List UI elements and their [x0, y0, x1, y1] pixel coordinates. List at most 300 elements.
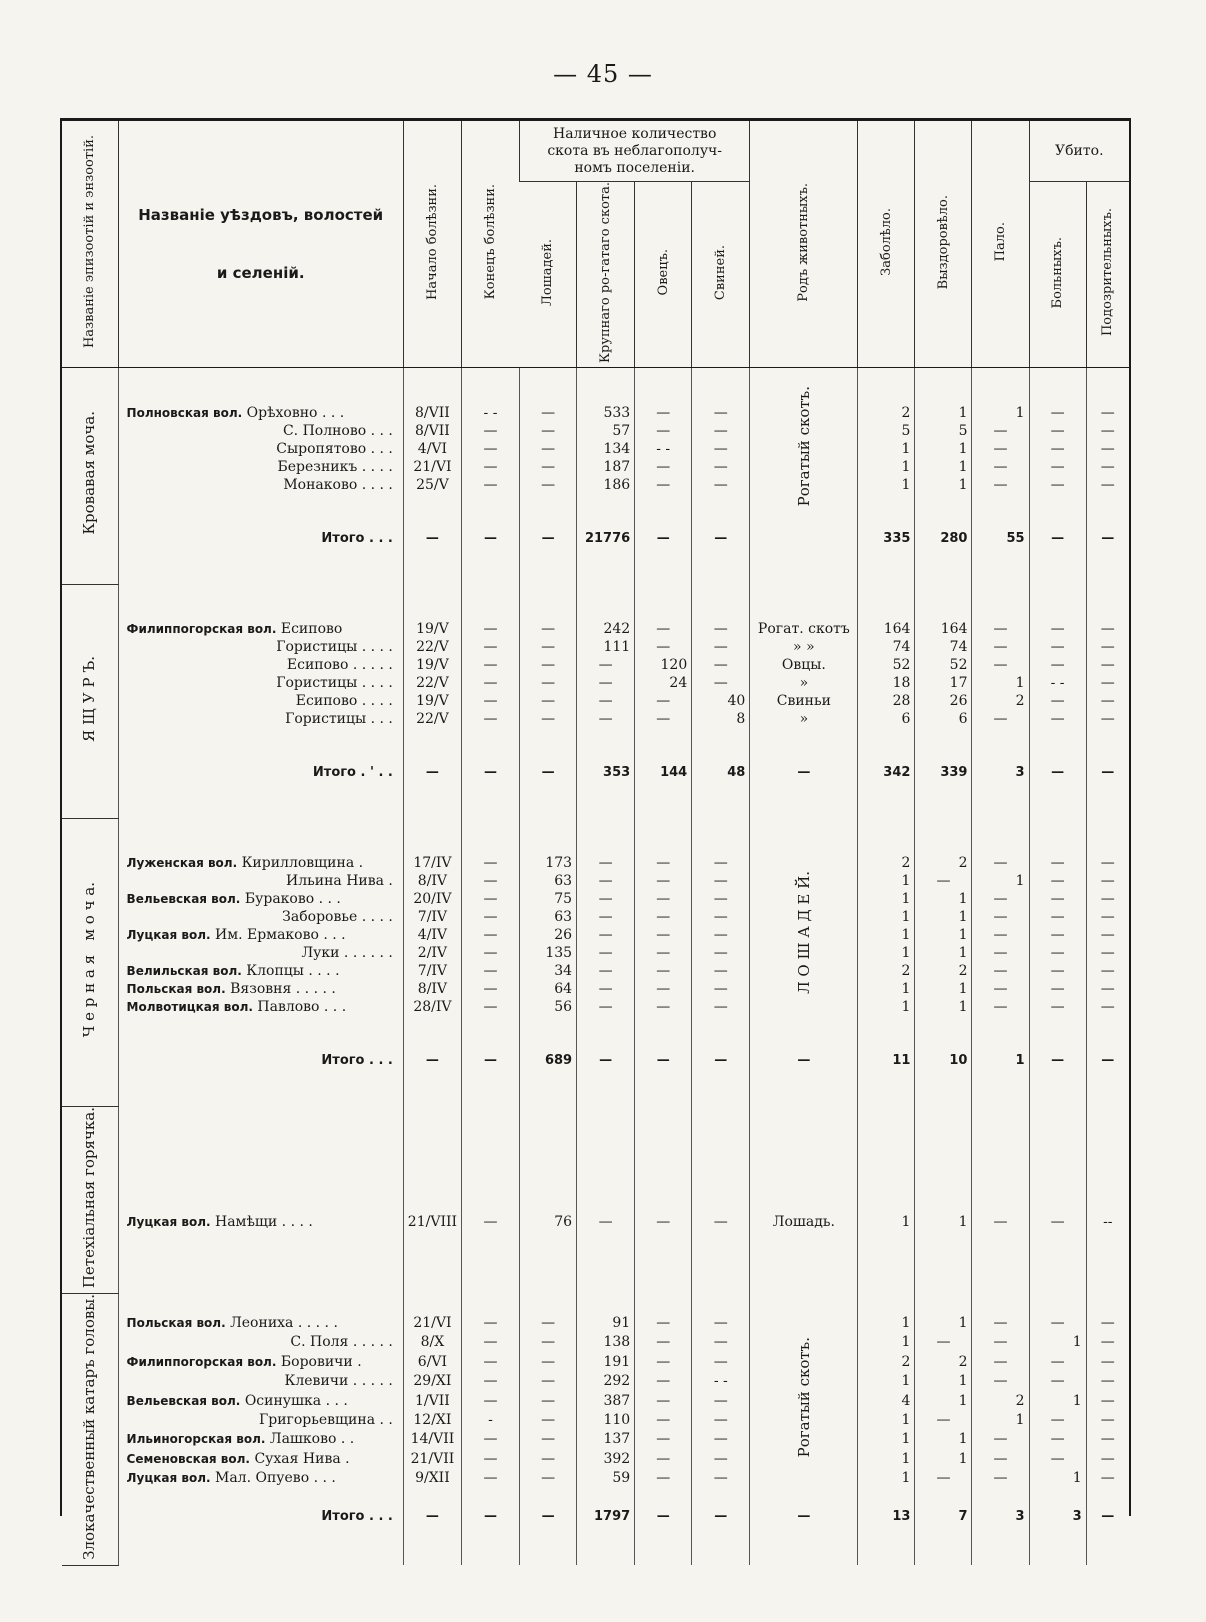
spacer-cell — [577, 512, 635, 530]
spacer-cell — [577, 386, 635, 404]
pigs-cell: — — [692, 440, 750, 458]
died-total: 55 — [972, 530, 1029, 548]
total-row — [62, 1507, 1129, 1526]
spacer-cell — [635, 548, 692, 566]
table-row — [62, 980, 1129, 998]
end-cell: — — [461, 854, 519, 872]
rec-total: 10 — [915, 1052, 972, 1070]
ill-cell: 1 — [858, 476, 915, 494]
sheep-cell: — — [635, 404, 692, 422]
place-cell — [118, 1351, 403, 1370]
rec-cell: 26 — [915, 692, 972, 710]
end-cell: — — [461, 998, 519, 1016]
sheep-cell: — — [635, 1351, 692, 1370]
spacer-cell — [915, 1070, 972, 1088]
start-total: — — [403, 530, 461, 548]
spacer-cell — [577, 584, 635, 602]
spacer-cell — [1086, 1070, 1129, 1088]
rec-cell: 1 — [915, 1313, 972, 1332]
spacer-cell — [403, 782, 461, 800]
disease-name: Ч е р н а я м о ч а. — [80, 881, 99, 1038]
village-name: Леониха . . . . . — [230, 1315, 338, 1331]
susp-cell: — — [1086, 1448, 1129, 1467]
spacer-cell — [1086, 1016, 1129, 1034]
died-cell: — — [972, 620, 1029, 638]
pigs-cell: — — [692, 872, 750, 890]
horses-cell: 26 — [520, 926, 577, 944]
horses-cell: — — [520, 422, 577, 440]
spacer-cell — [692, 1487, 750, 1506]
spacer-cell — [1029, 782, 1086, 800]
spacer-cell — [403, 1106, 461, 1168]
place-cell — [118, 854, 403, 872]
cattle-cell: 186 — [577, 476, 635, 494]
spacer-cell — [118, 368, 403, 387]
rec-cell: 1 — [915, 476, 972, 494]
spacer-cell — [692, 584, 750, 602]
spacer-cell — [520, 1034, 577, 1052]
table-row — [62, 998, 1129, 1016]
spacer-cell — [577, 1088, 635, 1106]
pigs-cell: — — [692, 854, 750, 872]
spacer-cell — [461, 368, 519, 387]
spacer-cell — [577, 1526, 635, 1545]
start-cell: 7/IV — [403, 908, 461, 926]
spacer-cell — [1086, 584, 1129, 602]
sheep-cell: 120 — [635, 656, 692, 674]
header-sick: Больныхъ. — [1029, 182, 1086, 368]
start-cell: 8/IV — [403, 980, 461, 998]
sick-cell: — — [1029, 980, 1086, 998]
ill-cell: 1 — [858, 1429, 915, 1448]
pigs-cell: — — [692, 620, 750, 638]
susp-cell: -- — [1086, 1168, 1129, 1230]
ill-cell: 1 — [858, 1371, 915, 1390]
spacer-cell — [915, 566, 972, 584]
spacer-cell — [858, 1016, 915, 1034]
susp-total: — — [1086, 764, 1129, 782]
spacer-cell — [1029, 1088, 1086, 1106]
volost-name: Луцкая вол. — [126, 1214, 211, 1229]
disease-name: Петехіальная горячка. — [80, 1106, 99, 1288]
spacer-cell — [1086, 1293, 1129, 1312]
cattle-cell: 138 — [577, 1332, 635, 1351]
spacer-cell — [1086, 1088, 1129, 1106]
start-total: — — [403, 1052, 461, 1070]
horses-cell: 64 — [520, 980, 577, 998]
rec-cell: 1 — [915, 980, 972, 998]
cattle-cell: 292 — [577, 1371, 635, 1390]
spacer-cell — [118, 1070, 403, 1088]
cattle-total: 1797 — [577, 1507, 635, 1526]
table-row — [62, 1313, 1129, 1332]
spacer-cell — [692, 1106, 750, 1168]
village-name: Лашково . . — [269, 1431, 355, 1448]
table-row — [62, 1448, 1129, 1467]
sick-cell: — — [1029, 962, 1086, 980]
spacer-cell — [461, 746, 519, 764]
spacer-row — [62, 566, 1129, 584]
village-name: Бураково . . . — [244, 891, 341, 908]
end-cell: — — [461, 1351, 519, 1370]
cattle-cell: — — [577, 854, 635, 872]
start-cell: 22/V — [403, 638, 461, 656]
pigs-cell: — — [692, 1429, 750, 1448]
volost-name: Польская вол. — [126, 1316, 226, 1330]
horses-cell: — — [520, 1390, 577, 1409]
spacer-cell — [858, 1487, 915, 1506]
spacer-cell — [1086, 494, 1129, 512]
cattle-cell: 111 — [577, 638, 635, 656]
spacer-cell — [972, 728, 1029, 746]
pigs-cell: — — [692, 1390, 750, 1409]
table-row — [62, 1410, 1129, 1429]
spacer-cell — [635, 584, 692, 602]
spacer-row — [62, 1293, 1129, 1312]
cattle-cell: — — [577, 998, 635, 1016]
pigs-cell: — — [692, 656, 750, 674]
spacer-cell — [520, 1293, 577, 1312]
village-name: Гористицы . . . . — [276, 675, 393, 692]
start-cell: 19/V — [403, 656, 461, 674]
village-name: Павлово . . . — [257, 999, 347, 1016]
rec-total: 280 — [915, 530, 972, 548]
spacer-cell — [1029, 1293, 1086, 1312]
spacer-cell — [915, 1487, 972, 1506]
spacer-row — [62, 548, 1129, 566]
sheep-total: — — [635, 1507, 692, 1526]
kind-cell — [750, 1545, 858, 1565]
sheep-cell: — — [635, 458, 692, 476]
volost-name: Луцкая вол. — [126, 1471, 211, 1486]
spacer-cell — [577, 1231, 635, 1293]
spacer-cell — [972, 1545, 1029, 1565]
spacer-cell — [461, 1487, 519, 1506]
place-cell — [118, 1168, 403, 1230]
header-name: Названіе уѣздовъ, волостей и селеній. — [118, 121, 403, 368]
spacer-cell — [403, 1070, 461, 1088]
total-label: Итого . . . — [118, 530, 403, 548]
ill-cell: 74 — [858, 638, 915, 656]
kind-cell — [750, 1070, 858, 1088]
rec-cell: 1 — [915, 458, 972, 476]
spacer-cell — [1029, 1487, 1086, 1506]
place-cell — [118, 926, 403, 944]
table-row — [62, 962, 1129, 980]
table-row — [62, 1371, 1129, 1390]
died-cell: 2 — [972, 1390, 1029, 1409]
spacer-cell — [403, 1088, 461, 1106]
spacer-cell — [635, 1088, 692, 1106]
spacer-cell — [858, 728, 915, 746]
died-cell: — — [972, 1468, 1029, 1487]
spacer-cell — [118, 728, 403, 746]
susp-cell: — — [1086, 962, 1129, 980]
sick-cell: — — [1029, 1371, 1086, 1390]
village-name: Есипово . . . . — [295, 693, 393, 710]
start-cell: 17/IV — [403, 854, 461, 872]
spacer-cell — [635, 1034, 692, 1052]
spacer-cell — [692, 782, 750, 800]
spacer-cell — [692, 566, 750, 584]
died-total: 1 — [972, 1052, 1029, 1070]
livestock-disease-table — [60, 118, 1131, 1560]
spacer-cell — [858, 584, 915, 602]
place-cell — [118, 980, 403, 998]
spacer-cell — [1086, 548, 1129, 566]
sheep-cell: — — [635, 1332, 692, 1351]
sick-total: — — [1029, 530, 1086, 548]
end-cell: — — [461, 926, 519, 944]
susp-cell: — — [1086, 1390, 1129, 1409]
end-cell: — — [461, 1429, 519, 1448]
sick-cell: — — [1029, 692, 1086, 710]
header-died: Пало. — [972, 121, 1029, 368]
spacer-cell — [403, 1526, 461, 1545]
sheep-cell: — — [635, 1468, 692, 1487]
susp-cell: — — [1086, 1371, 1129, 1390]
pigs-total: — — [692, 1507, 750, 1526]
sick-cell: — — [1029, 908, 1086, 926]
rec-cell: 17 — [915, 674, 972, 692]
header-cattle: Крупнаго ро-гатаго скота. — [577, 182, 635, 368]
village-name: Вязовня . . . . . — [230, 981, 336, 998]
spacer-cell — [577, 566, 635, 584]
spacer-cell — [403, 584, 461, 602]
start-cell: 1/VII — [403, 1390, 461, 1409]
died-cell: — — [972, 1429, 1029, 1448]
ill-cell: 1 — [858, 980, 915, 998]
spacer-cell — [635, 836, 692, 854]
pigs-cell: 8 — [692, 710, 750, 728]
horses-cell: — — [520, 656, 577, 674]
susp-cell: — — [1086, 944, 1129, 962]
spacer-cell — [915, 1545, 972, 1565]
cattle-cell: — — [577, 926, 635, 944]
spacer-row — [62, 512, 1129, 530]
spacer-cell — [461, 782, 519, 800]
header-start: Начало болѣзни. — [403, 121, 461, 368]
end-cell: — — [461, 422, 519, 440]
spacer-cell — [1086, 602, 1129, 620]
cattle-cell: 91 — [577, 1313, 635, 1332]
pigs-cell: — — [692, 890, 750, 908]
died-cell: — — [972, 638, 1029, 656]
died-cell: — — [972, 710, 1029, 728]
spacer-cell — [858, 1293, 915, 1312]
spacer-cell — [1029, 368, 1086, 387]
kind-cell: Лошадь. — [750, 1168, 858, 1230]
sick-cell: — — [1029, 872, 1086, 890]
village-name: Есипово . . . . . — [286, 657, 393, 674]
ill-cell: 164 — [858, 620, 915, 638]
kind-cell — [750, 548, 858, 566]
spacer-cell — [915, 386, 972, 404]
village-name: Орѣховно . . . — [246, 405, 345, 422]
died-total: 3 — [972, 764, 1029, 782]
volost-name: Филиппогорская вол. — [126, 622, 277, 637]
header-sheep: Овецъ. — [635, 182, 692, 368]
spacer-cell — [461, 728, 519, 746]
cattle-cell: 57 — [577, 422, 635, 440]
spacer-cell — [692, 512, 750, 530]
spacer-cell — [1086, 782, 1129, 800]
volost-name: Луцкая вол. — [126, 928, 211, 943]
pigs-cell: — — [692, 1448, 750, 1467]
sick-cell: — — [1029, 458, 1086, 476]
start-cell: 21/VIII — [403, 1168, 461, 1230]
table-row — [62, 692, 1129, 710]
spacer-cell — [1029, 800, 1086, 818]
sheep-cell: — — [635, 1429, 692, 1448]
sick-cell: — — [1029, 944, 1086, 962]
start-cell: 6/VI — [403, 1351, 461, 1370]
end-cell: — — [461, 890, 519, 908]
spacer-cell — [915, 782, 972, 800]
end-cell: — — [461, 1371, 519, 1390]
susp-cell: — — [1086, 458, 1129, 476]
spacer-cell — [635, 800, 692, 818]
spacer-cell — [858, 494, 915, 512]
spacer-cell — [972, 584, 1029, 602]
spacer-cell — [118, 836, 403, 854]
start-total: — — [403, 764, 461, 782]
spacer-cell — [461, 548, 519, 566]
spacer-cell — [915, 746, 972, 764]
kind-cell — [750, 368, 858, 531]
pigs-cell: — — [692, 1313, 750, 1332]
ill-cell: 4 — [858, 1390, 915, 1409]
spacer-cell — [692, 494, 750, 512]
sheep-cell: — — [635, 1168, 692, 1230]
spacer-cell — [858, 836, 915, 854]
village-name: Луки . . . . . . — [301, 945, 393, 962]
kind-label: Л О Ш А Д Е Й. — [794, 871, 813, 994]
spacer-cell — [915, 1526, 972, 1545]
spacer-cell — [635, 512, 692, 530]
spacer-cell — [1086, 1231, 1129, 1293]
spacer-cell — [403, 1016, 461, 1034]
cattle-cell: 134 — [577, 440, 635, 458]
sheep-total: — — [635, 530, 692, 548]
spacer-cell — [461, 1016, 519, 1034]
place-cell — [118, 908, 403, 926]
sick-cell: — — [1029, 620, 1086, 638]
disease-name: Кровавая моча. — [80, 411, 99, 536]
place-cell — [118, 458, 403, 476]
spacer-cell — [1086, 512, 1129, 530]
pigs-cell: — — [692, 962, 750, 980]
cattle-total: — — [577, 1052, 635, 1070]
spacer-row — [62, 800, 1129, 818]
table-row — [62, 710, 1129, 728]
spacer-cell — [972, 800, 1029, 818]
village-name: Клопцы . . . . — [246, 963, 340, 980]
rec-cell: 1 — [915, 998, 972, 1016]
spacer-cell — [972, 746, 1029, 764]
volost-name: Вельевская вол. — [126, 892, 241, 907]
start-total: — — [403, 1507, 461, 1526]
place-cell — [118, 656, 403, 674]
start-cell: 9/XII — [403, 1468, 461, 1487]
kind-cell: » — [750, 674, 858, 692]
spacer-cell — [915, 494, 972, 512]
died-cell: — — [972, 962, 1029, 980]
place-cell — [118, 620, 403, 638]
sick-cell: 1 — [1029, 1332, 1086, 1351]
spacer-cell — [1029, 512, 1086, 530]
place-cell — [118, 1448, 403, 1467]
spacer-row — [62, 584, 1129, 602]
spacer-cell — [915, 1088, 972, 1106]
pigs-cell: — — [692, 1410, 750, 1429]
header-present-group: Наличное количество скота въ неблагополуч-номъ поселеніи. — [520, 121, 750, 182]
disease-cell — [62, 584, 118, 818]
horses-total: 689 — [520, 1052, 577, 1070]
spacer-cell — [1086, 728, 1129, 746]
ill-total: 13 — [858, 1507, 915, 1526]
spacer-cell — [461, 1034, 519, 1052]
rec-cell: 164 — [915, 620, 972, 638]
spacer-row — [62, 1526, 1129, 1545]
spacer-cell — [577, 602, 635, 620]
cattle-cell: 387 — [577, 1390, 635, 1409]
spacer-cell — [692, 386, 750, 404]
sick-cell: — — [1029, 656, 1086, 674]
spacer-row — [62, 602, 1129, 620]
horses-cell: — — [520, 1351, 577, 1370]
horses-total: — — [520, 530, 577, 548]
end-total: — — [461, 764, 519, 782]
end-cell: — — [461, 1168, 519, 1230]
spacer-row — [62, 386, 1129, 404]
susp-cell: — — [1086, 656, 1129, 674]
spacer-cell — [972, 1016, 1029, 1034]
spacer-cell — [403, 728, 461, 746]
spacer-cell — [972, 1034, 1029, 1052]
spacer-cell — [118, 1016, 403, 1034]
died-cell: — — [972, 422, 1029, 440]
end-cell: — — [461, 620, 519, 638]
end-cell: — — [461, 638, 519, 656]
spacer-cell — [750, 800, 858, 818]
spacer-cell — [635, 1016, 692, 1034]
spacer-row — [62, 1088, 1129, 1106]
kind-cell: Овцы. — [750, 656, 858, 674]
susp-total: — — [1086, 530, 1129, 548]
start-cell: 2/IV — [403, 944, 461, 962]
rec-cell: — — [915, 872, 972, 890]
pigs-cell: — — [692, 998, 750, 1016]
rec-cell: 1 — [915, 1390, 972, 1409]
table-body — [62, 368, 1129, 1565]
spacer-cell — [1029, 494, 1086, 512]
spacer-cell — [118, 1487, 403, 1506]
ill-cell: 52 — [858, 656, 915, 674]
spacer-cell — [1086, 836, 1129, 854]
village-name: Осинушка . . . — [244, 1392, 348, 1409]
spacer-cell — [915, 1231, 972, 1293]
spacer-cell — [1086, 368, 1129, 387]
header-horses: Лошадей. — [520, 182, 577, 368]
spacer-cell — [577, 746, 635, 764]
kind-cell — [750, 1088, 858, 1106]
spacer-cell — [577, 728, 635, 746]
spacer-cell — [520, 746, 577, 764]
spacer-cell — [577, 1070, 635, 1088]
spacer-cell — [692, 1034, 750, 1052]
susp-cell: — — [1086, 1332, 1129, 1351]
